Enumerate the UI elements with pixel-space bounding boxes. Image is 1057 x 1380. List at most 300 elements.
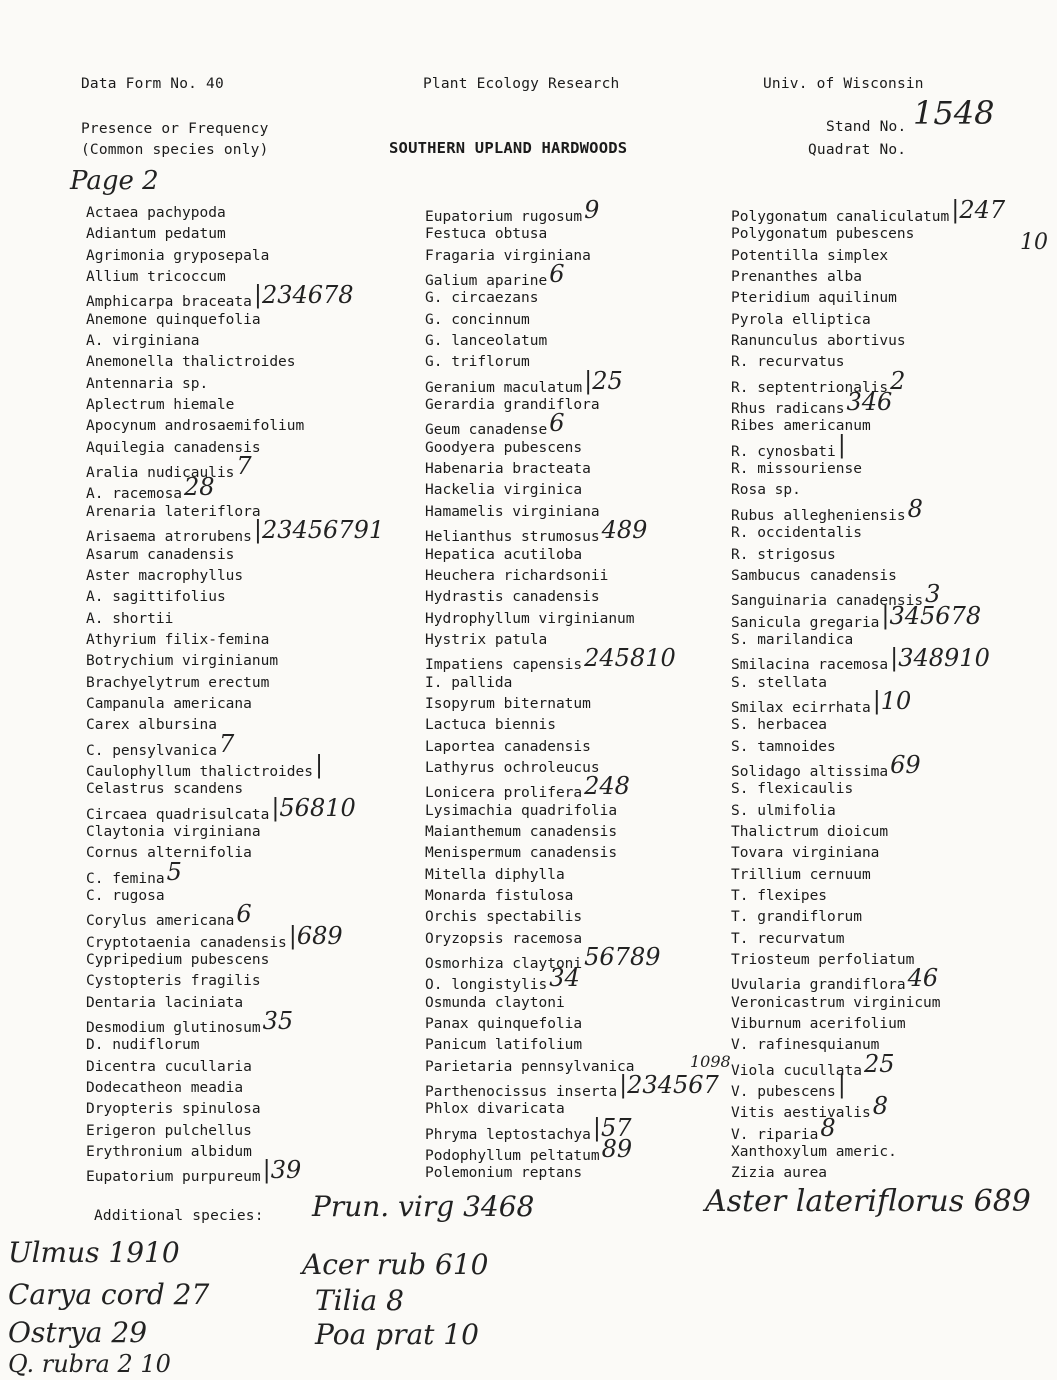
species-name: R. missouriense: [731, 461, 862, 478]
species-name: Circaea quadrisulcata: [86, 806, 270, 823]
species-row: [425, 886, 719, 907]
frequency-mark: |10: [872, 686, 912, 715]
species-row: [731, 993, 1005, 1014]
species-row: [425, 224, 719, 245]
species-row: [86, 1007, 384, 1037]
stand-label: Stand No.: [826, 119, 907, 135]
species-name: A. virginiana: [86, 333, 200, 350]
species-row: [731, 865, 1005, 886]
species-name: Adiantum pedatum: [86, 226, 226, 243]
frequency-mark: |: [837, 430, 846, 459]
frequency-mark: |57: [592, 1113, 632, 1142]
species-row: [86, 352, 384, 373]
species-name: V. rafinesquianum: [731, 1037, 880, 1054]
additional-entry: Tilia 8: [315, 1284, 404, 1317]
frequency-mark: |689: [288, 921, 343, 950]
species-row: [731, 929, 1005, 950]
species-name: Rhus radicans: [731, 401, 845, 418]
species-row: [86, 246, 384, 267]
species-name: Prenanthes alba: [731, 269, 862, 286]
species-name: Erigeron pulchellus: [86, 1122, 252, 1139]
species-name: Caulophyllum thalictroides: [86, 763, 313, 780]
species-name: Aplectrum hiemale: [86, 397, 235, 414]
frequency-mark: 6: [549, 409, 565, 438]
species-row: [86, 843, 384, 864]
additional-entry: Poa prat 10: [315, 1318, 479, 1351]
species-row: [86, 971, 384, 992]
species-row: [425, 409, 719, 439]
frequency-mark: 56789: [584, 943, 661, 972]
frequency-mark: 9: [584, 196, 600, 224]
species-name: G. triflorum: [425, 354, 530, 371]
additional-entry: Ostrya 29: [8, 1316, 148, 1349]
species-row: [731, 459, 1005, 480]
species-row: [731, 843, 1005, 864]
frequency-mark: |: [314, 750, 324, 779]
species-row: [425, 609, 719, 630]
frequency-mark: 89: [601, 1135, 633, 1164]
species-name: Sanicula gregaria: [731, 614, 880, 631]
species-name: Brachyelytrum erectum: [86, 674, 270, 691]
species-name: Antennaria sp.: [86, 375, 209, 392]
species-name: G. circaezans: [425, 290, 539, 307]
frequency-mark: 489: [601, 516, 648, 545]
species-name: Uvularia grandiflora: [731, 977, 906, 994]
species-row: [425, 907, 719, 928]
species-row: [731, 494, 1005, 524]
species-name: Athyrium filix-femina: [86, 631, 270, 648]
species-row: [86, 715, 384, 736]
species-row: [425, 260, 719, 290]
frequency-mark: 346: [846, 388, 893, 417]
species-name: Actaea pachypoda: [86, 205, 226, 221]
frequency-mark: 2: [890, 366, 906, 395]
species-row: [86, 566, 384, 587]
frequency-mark: 6: [549, 260, 565, 289]
species-name: Mitella diphylla: [425, 866, 565, 883]
species-row: [86, 545, 384, 566]
species-name: Dodecatheon meadia: [86, 1080, 244, 1097]
species-name: Osmorhiza claytoni: [425, 956, 583, 973]
species-row: [425, 480, 719, 501]
species-name: Thalictrum dioicum: [731, 823, 889, 840]
species-name: Panicum latifolium: [425, 1037, 583, 1054]
species-name: Eupatorium rugosum: [425, 209, 583, 225]
species-row: [86, 587, 384, 608]
species-name: Polemonium reptans: [425, 1165, 583, 1182]
species-row: [425, 715, 719, 736]
species-row: [86, 673, 384, 694]
species-row: [731, 907, 1005, 928]
species-name: Lactuca biennis: [425, 717, 556, 734]
species-row: [425, 737, 719, 758]
species-name: Panax quinquefolia: [425, 1016, 583, 1033]
species-name: Ribes americanum: [731, 418, 871, 435]
species-name: G. lanceolatum: [425, 333, 548, 350]
frequency-mark: |39: [262, 1156, 302, 1185]
form-number: Data Form No. 40: [81, 76, 224, 92]
species-row: [86, 1035, 384, 1056]
species-name: Carex albursina: [86, 717, 217, 734]
species-row: [425, 644, 719, 674]
species-row: [86, 516, 385, 546]
species-row: [425, 801, 719, 822]
species-row: [425, 196, 719, 225]
species-name: V. pubescens: [731, 1084, 836, 1101]
frequency-mark: 8: [820, 1113, 836, 1142]
species-name: Aquilegia canadensis: [86, 439, 261, 456]
species-row: [86, 651, 384, 672]
additional-entry: Prun. virg 3468: [312, 1190, 535, 1223]
species-name: V. riparia: [731, 1126, 819, 1143]
species-name: Amphicarpa braceata: [86, 294, 252, 311]
species-name: A. racemosa: [86, 486, 183, 503]
species-name: S. tamnoides: [731, 738, 836, 755]
species-name: Agrimonia gryposepala: [86, 247, 270, 264]
species-name: S. stellata: [731, 674, 828, 691]
species-name: S. herbacea: [731, 717, 828, 734]
additional-entry: Acer rub 610: [302, 1248, 489, 1281]
species-name: Tovara virginiana: [731, 845, 880, 862]
frequency-mark: |: [837, 1071, 846, 1100]
species-name: Desmodium glutinosum: [86, 1020, 261, 1037]
additional-entry: Q. rubra 2 10: [8, 1350, 171, 1378]
species-name: Gerardia grandiflora: [425, 397, 600, 414]
species-column-2: [425, 196, 719, 1185]
species-name: Viola cucullata: [731, 1062, 862, 1079]
species-name: Asarum canadensis: [86, 546, 235, 563]
species-name: Oryzopsis racemosa: [425, 930, 583, 947]
species-name: Corylus americana: [86, 913, 235, 930]
species-name: Zizia aurea: [731, 1165, 828, 1182]
species-row: [86, 950, 384, 971]
species-name: Festuca obtusa: [425, 226, 548, 243]
species-row: [86, 793, 384, 823]
species-name: Osmunda claytoni: [425, 994, 565, 1011]
organization: Plant Ecology Research: [423, 76, 620, 92]
species-row: [425, 993, 719, 1014]
frequency-mark: |345678: [881, 601, 982, 630]
species-name: Pteridium aquilinum: [731, 290, 897, 307]
frequency-mark: 46: [907, 964, 939, 993]
species-row: [425, 438, 719, 459]
species-name: Cryptotaenia canadensis: [86, 934, 287, 951]
species-name: C. rugosa: [86, 888, 165, 904]
species-name: Campanula americana: [86, 695, 252, 712]
species-name: Habenaria bracteata: [425, 461, 591, 478]
species-row: [425, 566, 719, 587]
species-row: [731, 267, 1005, 288]
species-name: Fragaria virginiana: [425, 247, 591, 264]
species-name: R. strigosus: [731, 546, 836, 563]
species-row: [425, 1014, 719, 1035]
species-name: Lysimachia quadrifolia: [425, 802, 618, 819]
species-row: [731, 416, 1005, 437]
species-row: [86, 993, 384, 1014]
species-name: Monarda fistulosa: [425, 888, 574, 904]
species-name: D. nudiflorum: [86, 1037, 200, 1054]
species-row: [425, 587, 719, 608]
species-name: Isopyrum biternatum: [425, 695, 591, 712]
species-row: [731, 246, 1005, 267]
frequency-mark: 6: [236, 900, 252, 929]
additional-entry: Carya cord 27: [8, 1278, 210, 1311]
species-name: S. flexicaulis: [731, 781, 854, 798]
species-row: [86, 1057, 384, 1078]
species-row: [731, 1163, 1005, 1184]
species-row: [425, 1113, 719, 1143]
species-row: [425, 843, 719, 864]
species-name: T. grandiflorum: [731, 909, 862, 926]
species-name: Lonicera prolifera: [425, 785, 583, 802]
species-row: [425, 502, 719, 523]
quadrat-label: Quadrat No.: [808, 142, 907, 158]
species-row: [731, 822, 1005, 843]
species-name: Potentilla simplex: [731, 247, 889, 264]
species-name: O. longistylis: [425, 977, 548, 994]
species-name: A. shortii: [86, 610, 174, 627]
frequency-mark: |23456791: [253, 516, 385, 545]
species-row: [731, 196, 1006, 225]
frequency-mark: 25: [863, 1049, 895, 1078]
species-name: Dentaria laciniata: [86, 994, 244, 1011]
species-name: Apocynum androsaemifolium: [86, 418, 305, 435]
species-row: [86, 374, 384, 395]
frequency-mark: 34: [549, 964, 580, 993]
species-row: [425, 1135, 719, 1165]
frequency-mark: |234567: [619, 1071, 719, 1100]
species-row: [731, 950, 1005, 971]
species-name: Claytonia virginiana: [86, 823, 261, 840]
species-row: [425, 331, 719, 352]
species-name: Hackelia virginica: [425, 482, 583, 499]
species-row: [86, 452, 384, 482]
species-name: Parietaria pennsylvanica: [425, 1058, 635, 1075]
species-name: Veronicastrum virginicum: [731, 994, 941, 1011]
frequency-mark: |234678: [253, 281, 354, 310]
species-name: R. occidentalis: [731, 525, 862, 542]
species-name: Geum canadense: [425, 422, 548, 439]
species-name: Anemone quinquefolia: [86, 311, 261, 328]
species-row: [731, 964, 1005, 994]
species-name: Aster macrophyllus: [86, 567, 244, 584]
species-name: S. ulmifolia: [731, 802, 836, 819]
species-name: Smilax ecirrhata: [731, 699, 871, 716]
species-row: [425, 929, 719, 950]
species-name: Laportea canadensis: [425, 738, 591, 755]
species-row: [425, 1163, 719, 1184]
species-row: [86, 203, 384, 224]
species-row: [425, 865, 719, 886]
species-row: [731, 779, 1005, 800]
species-row: [425, 310, 719, 331]
species-name: Geranium maculatum: [425, 379, 583, 396]
frequency-mark: |348910: [890, 644, 990, 673]
species-row: [425, 1035, 719, 1056]
additional-entry: Aster lateriflorus 689: [705, 1184, 1031, 1219]
species-row: [86, 630, 384, 651]
species-row: [86, 1156, 384, 1186]
species-name: Aralia nudicaulis: [86, 465, 235, 482]
species-row: [425, 772, 719, 802]
species-name: Goodyera pubescens: [425, 439, 583, 456]
species-name: Vitis aestivalis: [731, 1105, 871, 1122]
additional-entry: Ulmus 1910: [8, 1236, 180, 1269]
species-name: T. recurvatum: [731, 930, 845, 947]
frequency-mark: 28: [184, 473, 215, 502]
species-name: C. pensylvanica: [86, 742, 217, 759]
species-row: [86, 857, 384, 887]
species-name: I. pallida: [425, 674, 513, 691]
species-name: G. concinnum: [425, 311, 530, 328]
frequency-mark: |56810: [271, 793, 356, 822]
species-name: C. femina: [86, 870, 165, 887]
species-name: Impatiens capensis: [425, 657, 583, 674]
species-row: [731, 750, 1005, 780]
species-row: [86, 1142, 384, 1163]
species-name: Trillium cernuum: [731, 866, 871, 883]
species-row: [731, 331, 1005, 352]
frequency-mark: 245810: [584, 644, 676, 673]
species-row: [86, 609, 384, 630]
frequency-mark: 248: [584, 772, 630, 801]
species-row: [425, 246, 719, 267]
frequency-mark: 69: [890, 750, 921, 779]
species-row: [425, 395, 719, 416]
species-row: [731, 886, 1005, 907]
university: Univ. of Wisconsin: [763, 76, 924, 92]
species-row: [425, 758, 719, 779]
species-name: Hamamelis virginiana: [425, 503, 600, 520]
species-row: [731, 801, 1005, 822]
species-row: [731, 566, 1005, 587]
margin-note-polygonatum: 10: [1020, 230, 1048, 255]
margin-note-viola: 1098: [690, 1052, 731, 1071]
species-name: Viburnum acerifolium: [731, 1016, 906, 1033]
species-row: [731, 686, 1005, 716]
species-row: [425, 673, 719, 694]
species-row: [86, 1078, 384, 1099]
species-name: Dicentra cucullaria: [86, 1058, 252, 1075]
species-name: Arenaria lateriflora: [86, 503, 261, 520]
species-name: Arisaema atrorubens: [86, 529, 252, 546]
species-name: Podophyllum peltatum: [425, 1148, 600, 1165]
species-name: Polygonatum canaliculatum: [731, 209, 950, 225]
species-name: Hydrastis canadensis: [425, 589, 600, 606]
species-name: Hystrix patula: [425, 631, 548, 648]
species-column-3: [731, 196, 1006, 1185]
species-name: Sanguinaria canadensis: [731, 593, 924, 610]
species-row: [731, 288, 1005, 309]
species-row: [731, 523, 1005, 544]
species-row: [425, 545, 719, 566]
species-row: [86, 822, 384, 843]
species-row: [425, 694, 719, 715]
species-row: [86, 224, 384, 245]
frequency-mark: |25: [584, 366, 623, 395]
species-name: Celastrus scandens: [86, 781, 244, 798]
species-row: [731, 352, 1005, 373]
species-name: Parthenocissus inserta: [425, 1084, 618, 1101]
species-row: [731, 673, 1005, 694]
species-row: [731, 224, 1005, 245]
species-row: [86, 1121, 384, 1142]
species-column-1: [86, 203, 384, 1185]
species-row: [731, 545, 1005, 566]
species-row: [86, 729, 384, 759]
species-row: [731, 715, 1005, 736]
frequency-mark: |247: [951, 196, 1006, 224]
frequency-mark: 35: [262, 1007, 294, 1036]
species-name: Menispermum canadensis: [425, 845, 618, 862]
species-row: [425, 1071, 719, 1101]
species-name: Hepatica acutiloba: [425, 546, 583, 563]
species-name: R. cynosbati: [731, 443, 836, 460]
species-row: [731, 1142, 1005, 1163]
page-note: Page 2: [70, 166, 159, 196]
species-name: Cypripedium pubescens: [86, 952, 270, 969]
presence-sublabel: (Common species only): [81, 142, 269, 158]
species-row: [425, 459, 719, 480]
species-name: Hydrophyllum virginianum: [425, 610, 635, 627]
species-name: Allium tricoccum: [86, 269, 226, 286]
species-row: [731, 737, 1005, 758]
species-name: Ranunculus abortivus: [731, 333, 906, 350]
species-name: R. recurvatus: [731, 354, 845, 371]
species-name: Triosteum perfoliatum: [731, 952, 915, 969]
frequency-mark: 8: [907, 494, 923, 523]
species-name: Phlox divaricata: [425, 1101, 565, 1118]
species-row: [731, 480, 1005, 501]
species-row: [86, 416, 384, 437]
species-name: Xanthoxylum americ.: [731, 1144, 897, 1161]
species-name: A. sagittifolius: [86, 589, 226, 606]
frequency-mark: 3: [925, 580, 941, 609]
species-name: Dryopteris spinulosa: [86, 1101, 261, 1118]
species-row: [86, 310, 384, 331]
species-name: Heuchera richardsonii: [425, 567, 609, 584]
species-name: Galium aparine: [425, 273, 548, 290]
presence-label: Presence or Frequency: [81, 121, 269, 137]
species-name: S. marilandica: [731, 631, 854, 648]
species-row: [86, 281, 384, 311]
species-row: [425, 288, 719, 309]
species-name: Solidago altissima: [731, 763, 889, 780]
species-row: [731, 430, 1005, 460]
species-row: [731, 388, 1005, 418]
species-name: R. septentrionalis: [731, 379, 889, 396]
species-name: Orchis spectabilis: [425, 909, 583, 926]
species-row: [731, 1071, 1005, 1101]
frequency-mark: 5: [166, 857, 182, 886]
species-row: [425, 1099, 719, 1120]
species-name: Anemonella thalictroides: [86, 354, 296, 371]
species-row: [731, 1014, 1005, 1035]
frequency-mark: 7: [218, 729, 235, 758]
frequency-mark: 8: [872, 1092, 888, 1121]
species-name: Eupatorium purpureum: [86, 1169, 261, 1186]
species-name: T. flexipes: [731, 888, 828, 904]
frequency-mark: 7: [236, 452, 252, 481]
species-name: Rubus allegheniensis: [731, 507, 906, 524]
additional-species-label: Additional species:: [94, 1208, 264, 1224]
species-name: Phryma leptostachya: [425, 1126, 591, 1143]
species-name: Maianthemum canadensis: [425, 823, 618, 840]
species-row: [86, 1099, 384, 1120]
species-row: [731, 310, 1005, 331]
stand-value: 1548: [913, 94, 995, 132]
species-name: Erythronium albidum: [86, 1144, 252, 1161]
